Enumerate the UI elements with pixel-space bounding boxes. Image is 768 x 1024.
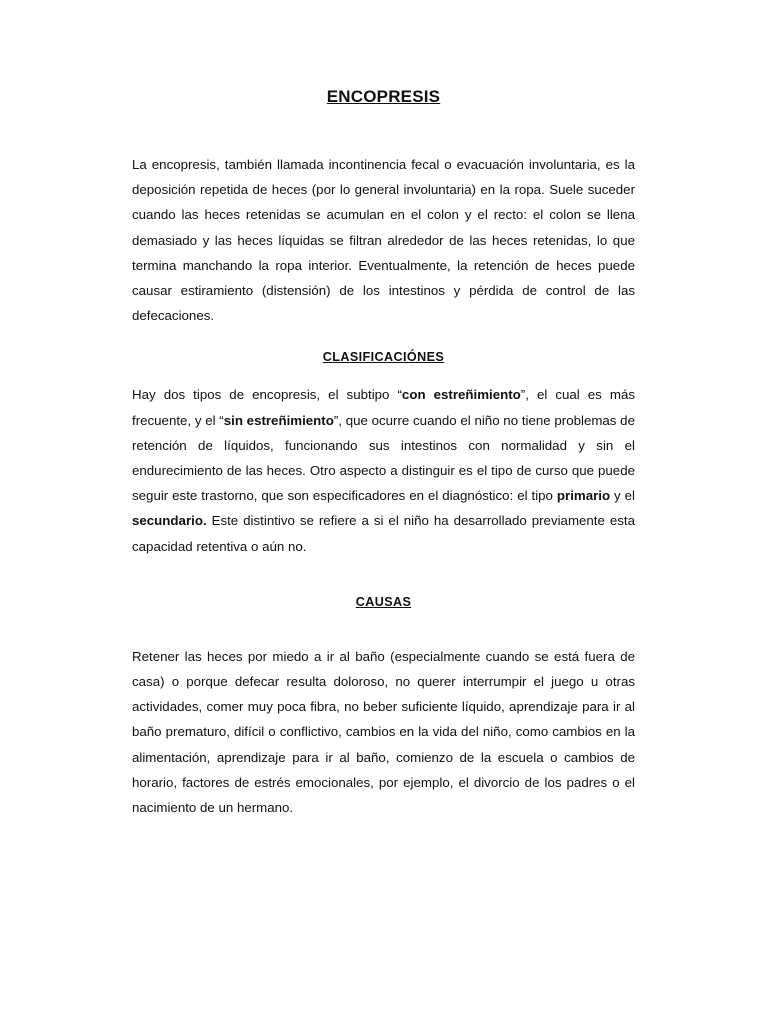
intro-paragraph: La encopresis, también llamada incontinencia fecal o evacuación involuntaria, es la deposición repetida de heces (por lo general involuntaria) en la ropa. Suele suceder cuando las heces retenidas se acumulan en el colon y el recto: el colon se llena demasiado y las heces líquidas se filtran alrededor de las heces retenidas, lo que termina manchando la ropa interior. Eventualmente, la retención de heces puede causar estiramiento (distensión) de los intestinos y pérdida de control de las defecaciones. xyxy=(132,157,635,324)
bold-secundario: secundario. xyxy=(132,513,207,529)
bold-con-estrenimiento: con estreñimiento xyxy=(401,387,521,403)
clasificaciones-paragraph xyxy=(132,382,635,558)
clasificaciones-text-2: ”, el cual es más frecuente, y el “ xyxy=(132,387,635,428)
bold-sin-estrenimiento: sin estreñimiento xyxy=(223,412,334,428)
clasificaciones-text-1: Hay dos tipos de encopresis, el subtipo “ xyxy=(132,387,402,403)
document-content xyxy=(132,86,635,820)
causas-heading: CAUSAS xyxy=(355,594,412,609)
clasificaciones-text-4: y el xyxy=(610,488,635,504)
causas-paragraph: Retener las heces por miedo a ir al baño (especialmente cuando se está fuera de casa) o porque defecar resulta doloroso, no querer interrumpir el juego u otras actividades, comer muy poca fibra, no beber suficiente líquido, aprendizaje para ir al baño prematuro, difícil o conflictivo, cambios en la vida del niño, como cambios en la alimentación, aprendizaje para ir al baño, comienzo de la escuela o cambios de horario, factores de estrés emocionales, por ejemplo, el divorcio de los padres o el nacimiento de un hermano. xyxy=(132,648,635,816)
clasificaciones-heading: CLASIFICACIÓNES xyxy=(322,350,445,365)
clasificaciones-text-5: Este distintivo se refiere a si el niño ha desarrollado previamente esta capacidad retentiva o aún no. xyxy=(132,513,635,554)
document-title: ENCOPRESIS xyxy=(326,87,441,106)
clasificaciones-text-3: ”, que ocurre cuando el niño no tiene problemas de retención de líquidos, funcionando sus intestinos con normalidad y sin el endurecimiento de las heces. Otro aspecto a distinguir es el tipo de curso que puede seguir este trastorno, que son especificadores en el diagnóstico: el tipo xyxy=(132,412,635,504)
bold-primario: primario xyxy=(556,488,611,504)
